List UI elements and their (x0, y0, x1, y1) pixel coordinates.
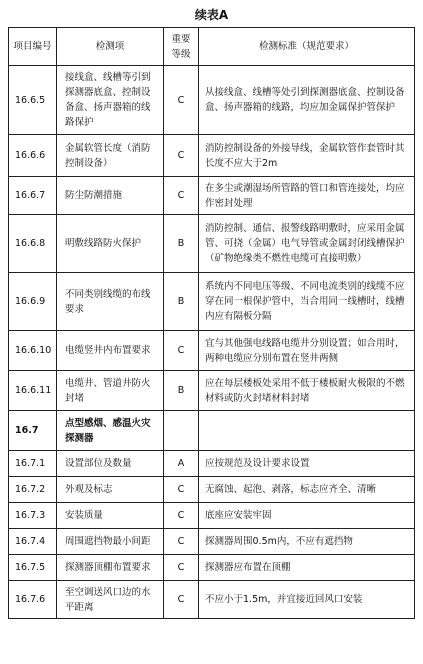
row-standard: 在多尘或潮湿场所管路的管口和管连接处，均应作密封处理 (199, 177, 415, 215)
row-standard: 无腐蚀、起泡、剥落，标志应齐全、清晰 (199, 477, 415, 503)
table-row (9, 477, 415, 503)
row-level: C (164, 66, 199, 135)
row-item: 金属软管长度（消防控制设备） (57, 135, 164, 177)
row-level: B (164, 371, 199, 411)
row-level: C (164, 477, 199, 503)
row-id: 16.6.11 (9, 371, 57, 411)
row-standard: 消防控制、通信、报警线路明敷时，应采用金属管、可挠（金属）电气导管或金属封闭线槽保护（矿物绝缘类不燃性电缆可直接明敷） (199, 215, 415, 273)
table-row (9, 555, 415, 581)
header-row (9, 28, 415, 66)
table-row (9, 273, 415, 331)
row-level: C (164, 177, 199, 215)
row-id: 16.6.8 (9, 215, 57, 273)
table-title: 续表A (194, 8, 229, 22)
row-level: C (164, 503, 199, 529)
row-standard: 底座应安装牢固 (199, 503, 415, 529)
row-item: 防尘防潮措施 (57, 177, 164, 215)
section-title: 点型感烟、感温火灾探测器 (57, 411, 164, 451)
row-level: A (164, 451, 199, 477)
row-id: 16.7.5 (9, 555, 57, 581)
row-item: 安装质量 (57, 503, 164, 529)
row-item: 电缆井、管道井防火封堵 (57, 371, 164, 411)
row-id: 16.7.4 (9, 529, 57, 555)
inspection-table (8, 27, 415, 619)
row-level: B (164, 273, 199, 331)
row-item: 探测器顶棚布置要求 (57, 555, 164, 581)
row-level: C (164, 555, 199, 581)
row-id: 16.6.9 (9, 273, 57, 331)
table-row (9, 66, 415, 135)
table-row (9, 371, 415, 411)
section-id: 16.7 (9, 411, 57, 451)
header-item: 检测项 (57, 28, 164, 66)
row-id: 16.6.5 (9, 66, 57, 135)
header-id: 项目编号 (9, 28, 57, 66)
row-item: 电缆竖井内布置要求 (57, 331, 164, 371)
row-level: C (164, 331, 199, 371)
row-item: 周围遮挡物最小间距 (57, 529, 164, 555)
section-row (9, 411, 415, 451)
row-level: B (164, 215, 199, 273)
row-id: 16.6.7 (9, 177, 57, 215)
row-id: 16.7.6 (9, 581, 57, 619)
table-row (9, 177, 415, 215)
table-row (9, 215, 415, 273)
row-standard: 从接线盒、线槽等处引到探测器底盒、控制设备盒、扬声器箱的线路，均应加金属保护管保护 (199, 66, 415, 135)
row-standard: 宜与其他强电线路电缆井分别设置；如合用时，两种电缆应分别布置在竖井两侧 (199, 331, 415, 371)
row-level: C (164, 135, 199, 177)
row-standard: 系统内不同电压等级、不同电流类别的线缆不应穿在同一根保护管中，当合用同一线槽时，线槽内应有隔板分隔 (199, 273, 415, 331)
table-row (9, 503, 415, 529)
row-standard: 应在每层楼板处采用不低于楼板耐火极限的不燃材料或防火封堵材料封堵 (199, 371, 415, 411)
header-standard: 检测标准（规范要求） (199, 28, 415, 66)
table-row (9, 331, 415, 371)
table-row (9, 451, 415, 477)
row-item: 明敷线路防火保护 (57, 215, 164, 273)
header-level: 重要等级 (164, 28, 199, 66)
row-standard: 探测器周围0.5m内，不应有遮挡物 (199, 529, 415, 555)
row-item: 至空调送风口边的水平距离 (57, 581, 164, 619)
row-item: 不同类别线缆的布线要求 (57, 273, 164, 331)
table-row (9, 135, 415, 177)
row-id: 16.6.6 (9, 135, 57, 177)
row-id: 16.7.1 (9, 451, 57, 477)
row-item: 接线盒、线槽等引到探测器底盒、控制设备盒、扬声器箱的线路保护 (57, 66, 164, 135)
table-row (9, 581, 415, 619)
row-id: 16.7.2 (9, 477, 57, 503)
row-standard: 探测器应布置在顶棚 (199, 555, 415, 581)
row-item: 设置部位及数量 (57, 451, 164, 477)
row-level: C (164, 581, 199, 619)
row-item: 外观及标志 (57, 477, 164, 503)
row-level (164, 411, 199, 451)
row-standard (199, 411, 415, 451)
row-standard: 应按规范及设计要求设置 (199, 451, 415, 477)
row-id: 16.7.3 (9, 503, 57, 529)
row-standard: 不应小于1.5m，并宜接近回风口安装 (199, 581, 415, 619)
table-row (9, 529, 415, 555)
row-level: C (164, 529, 199, 555)
row-id: 16.6.10 (9, 331, 57, 371)
row-standard: 消防控制设备的外接导线，金属软管作套管时其长度不应大于2m (199, 135, 415, 177)
